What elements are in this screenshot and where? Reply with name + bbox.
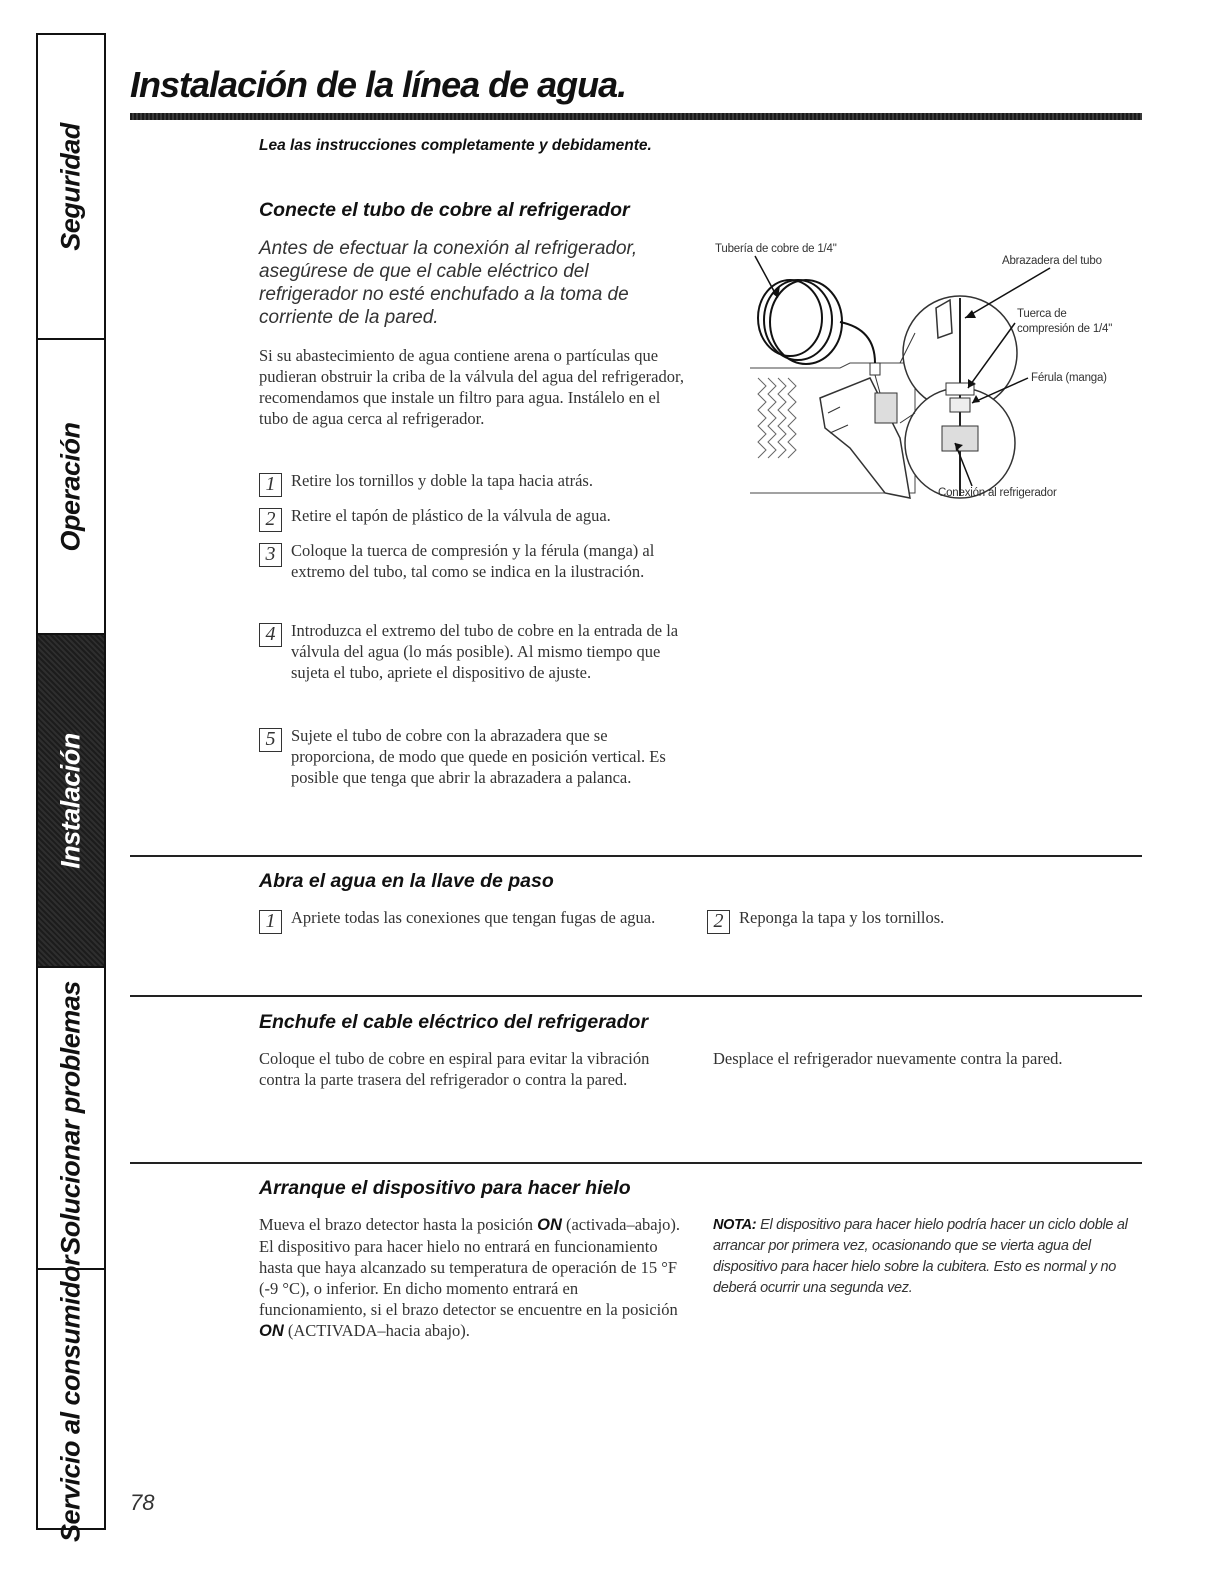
step-text: Introduzca el extremo del tubo de cobre en la entrada de la válvula del agua (lo más posible). Al mismo tiempo que sujeta el tubo, apriete el dispositivo de ajuste. xyxy=(291,621,679,682)
label-connection: Conexión al refrigerador xyxy=(938,487,1057,499)
tab-label: Solucionar problemas xyxy=(55,981,86,1255)
step-number: 3 xyxy=(259,543,282,567)
section-heading-start-icemaker: Arranque el dispositivo para hacer hielo xyxy=(259,1177,631,1199)
note-text xyxy=(713,1215,1153,1299)
on-label: ON xyxy=(537,1216,562,1234)
label-compression-nut-line2: compresión de 1/4" xyxy=(1017,323,1113,335)
step-text: Sujete el tubo de cobre con la abrazadera que se proporciona, de modo que quede en posición vertical. Es posible que tenga que abrir la abrazadera a palanca. xyxy=(291,726,666,787)
intro-text: Lea las instrucciones completamente y debidamente. xyxy=(259,137,652,154)
tab-solucionar-problemas[interactable] xyxy=(38,968,104,1270)
warning-text: Antes de efectuar la conexión al refrigerador, asegúrese de que el cable eléctrico del refrigerador no esté enchufado a la toma de corriente de la pared. xyxy=(259,238,638,328)
label-tube-clamp: Abrazadera del tubo xyxy=(1002,255,1102,267)
filter-paragraph: Si su abastecimiento de agua contiene arena o partículas que pudieran obstruir la criba de la válvula del agua del refrigerador, recomendamos que instale un filtro para agua. Instálelo en el tubo de agua cerca al refrigerador. xyxy=(259,346,684,428)
note-lead: NOTA: xyxy=(713,1217,757,1233)
step-item xyxy=(259,620,689,683)
step-text: Apriete todas las conexiones que tengan fugas de agua. xyxy=(291,908,656,927)
label-compression-nut-line1: Tuerca de xyxy=(1017,308,1067,320)
step-item xyxy=(259,725,689,788)
tab-label: Operación xyxy=(55,421,86,552)
section-heading-open-water: Abra el agua en la llave de paso xyxy=(259,870,554,892)
step-item xyxy=(259,470,689,495)
step-text: Retire el tapón de plástico de la válvula de agua. xyxy=(291,506,611,525)
text-part: (activada–abajo). El dispositivo para hacer hielo no entrará en funcionamiento hasta que haya alcanzado su temperatura de operación de 15 °F (-9 °C), o inferior. En dicho momento entrará en funcionamiento, si el brazo detector se encuentre en la posición xyxy=(259,1215,681,1319)
step-number: 1 xyxy=(259,473,282,497)
section4-left-text xyxy=(259,1214,689,1342)
step-number: 2 xyxy=(259,508,282,532)
step-number: 4 xyxy=(259,623,282,647)
step-item xyxy=(259,907,684,932)
label-ferrule: Férula (manga) xyxy=(1031,372,1107,384)
tab-operacion[interactable] xyxy=(38,340,104,635)
tab-seguridad[interactable] xyxy=(38,35,104,340)
section3-left-text: Coloque el tubo de cobre en espiral para evitar la vibración contra la parte trasera del refrigerador o contra la pared. xyxy=(259,1049,650,1089)
on-label: ON xyxy=(259,1322,284,1340)
tab-label: Seguridad xyxy=(55,122,86,251)
note-body: El dispositivo para hacer hielo podría hacer un ciclo doble al arrancar por primera vez, ocasionando que se vierta agua del dispositivo para hacer hielo sobre la cubitera. Esto es normal y no deberá ocurrir una segunda vez. xyxy=(713,1217,1128,1296)
section-divider xyxy=(130,995,1142,997)
page-title: Instalación de la línea de agua. xyxy=(130,64,627,105)
title-rule xyxy=(130,113,1142,120)
step-item xyxy=(259,540,689,582)
section-tabs xyxy=(36,33,106,1543)
step-number: 1 xyxy=(259,910,282,934)
tab-instalacion[interactable] xyxy=(38,635,104,968)
tab-label: Instalación xyxy=(55,732,86,869)
section-heading-connect-tube: Conecte el tubo de cobre al refrigerador xyxy=(259,199,630,221)
step-text: Coloque la tuerca de compresión y la férula (manga) al extremo del tubo, tal como se indica en la ilustración. xyxy=(291,541,655,581)
section-divider xyxy=(130,1162,1142,1164)
section-divider xyxy=(130,855,1142,857)
section-heading-plug-cord: Enchufe el cable eléctrico del refrigerador xyxy=(259,1011,649,1033)
label-compression-nut xyxy=(1017,307,1112,337)
text-part: (ACTIVADA–hacia abajo). xyxy=(283,1321,470,1340)
step-number: 5 xyxy=(259,728,282,752)
step-number: 2 xyxy=(707,910,730,934)
step-text: Reponga la tapa y los tornillos. xyxy=(739,908,945,927)
tab-label: Servicio al consumidor xyxy=(55,1255,86,1543)
step-item xyxy=(707,907,1132,932)
section3-right-text: Desplace el refrigerador nuevamente contra la pared. xyxy=(713,1049,1063,1068)
water-line-connection-diagram xyxy=(710,238,1160,518)
step-item xyxy=(259,505,689,530)
tab-servicio-al-consumidor[interactable] xyxy=(38,1255,104,1543)
text-part: Mueva el brazo detector hasta la posición xyxy=(259,1215,538,1234)
page-number: 78 xyxy=(130,1490,155,1515)
step-text: Retire los tornillos y doble la tapa hacia atrás. xyxy=(291,471,593,490)
label-copper-tubing: Tubería de cobre de 1/4" xyxy=(715,243,837,255)
